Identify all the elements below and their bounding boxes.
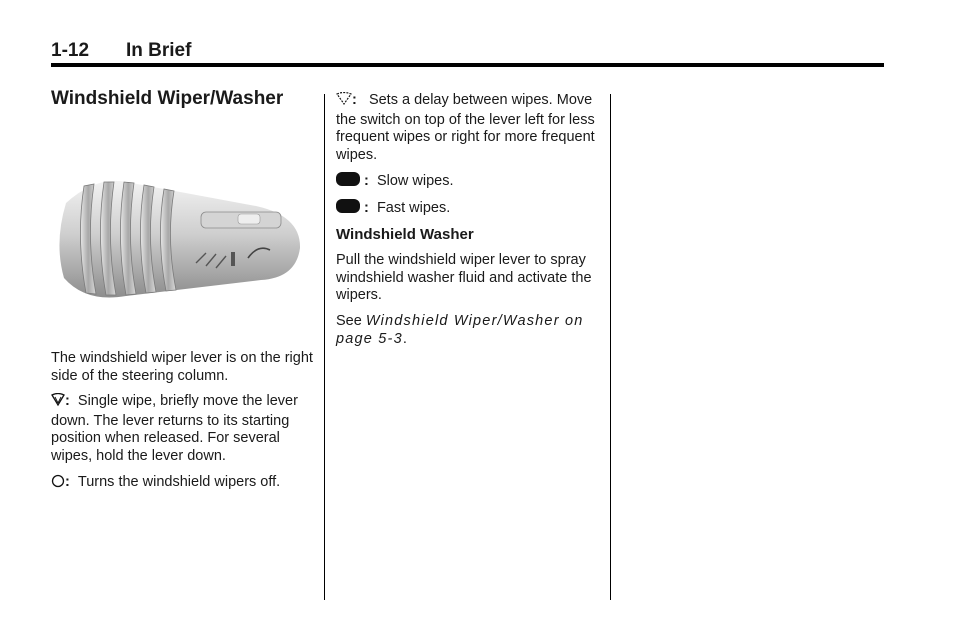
off-paragraph	[51, 474, 313, 494]
cross-reference-link[interactable]: Windshield Wiper/Washer on page 5-3	[336, 312, 584, 347]
mist-paragraph	[51, 393, 313, 465]
off-circle-icon	[51, 474, 65, 494]
slow-wipe-icon	[336, 172, 360, 186]
mist-colon: :	[65, 393, 70, 410]
intro-paragraph: The windshield wiper lever is on the right side of the steering column.	[51, 350, 313, 384]
mist-text: Single wipe, briefly move the lever down. The lever returns to its starting position when released. For several wipes, hold the lever down.	[51, 393, 298, 464]
delay-colon: :	[352, 92, 357, 108]
middle-column-text	[336, 92, 598, 356]
wiper-lever-illustration	[56, 168, 306, 308]
left-column-text	[51, 350, 313, 501]
fast-text: Fast wipes.	[376, 199, 451, 216]
washer-heading: Windshield Washer	[336, 225, 474, 243]
off-text: Turns the windshield wipers off.	[77, 473, 281, 490]
delay-paragraph	[336, 92, 598, 164]
slow-text: Slow wipes.	[376, 173, 454, 190]
section-heading: Windshield Wiper/Washer	[51, 88, 284, 109]
see-prefix: See	[336, 312, 362, 329]
section-title: In Brief	[126, 40, 192, 61]
header-rule	[51, 63, 884, 67]
washer-paragraph: Pull the windshield wiper lever to spray windshield washer fluid and activate the wipers.	[336, 252, 592, 304]
fast-paragraph	[336, 199, 598, 218]
delay-text: Sets a delay between wipes. Move the switch on top of the lever left for less frequent wipes or right for more frequent wipes.	[336, 92, 595, 163]
see-also-paragraph	[336, 313, 598, 348]
column-divider-right	[610, 94, 611, 600]
fast-colon: :	[364, 199, 369, 216]
mist-wipe-icon	[51, 393, 65, 413]
fast-wipe-icon	[336, 199, 360, 213]
delay-wipe-icon	[336, 92, 352, 112]
slow-paragraph	[336, 172, 598, 191]
slow-colon: :	[364, 173, 369, 190]
column-divider-left	[324, 94, 325, 600]
see-suffix: .	[402, 330, 407, 347]
off-colon: :	[65, 473, 70, 490]
page-number: 1-12	[51, 40, 90, 61]
